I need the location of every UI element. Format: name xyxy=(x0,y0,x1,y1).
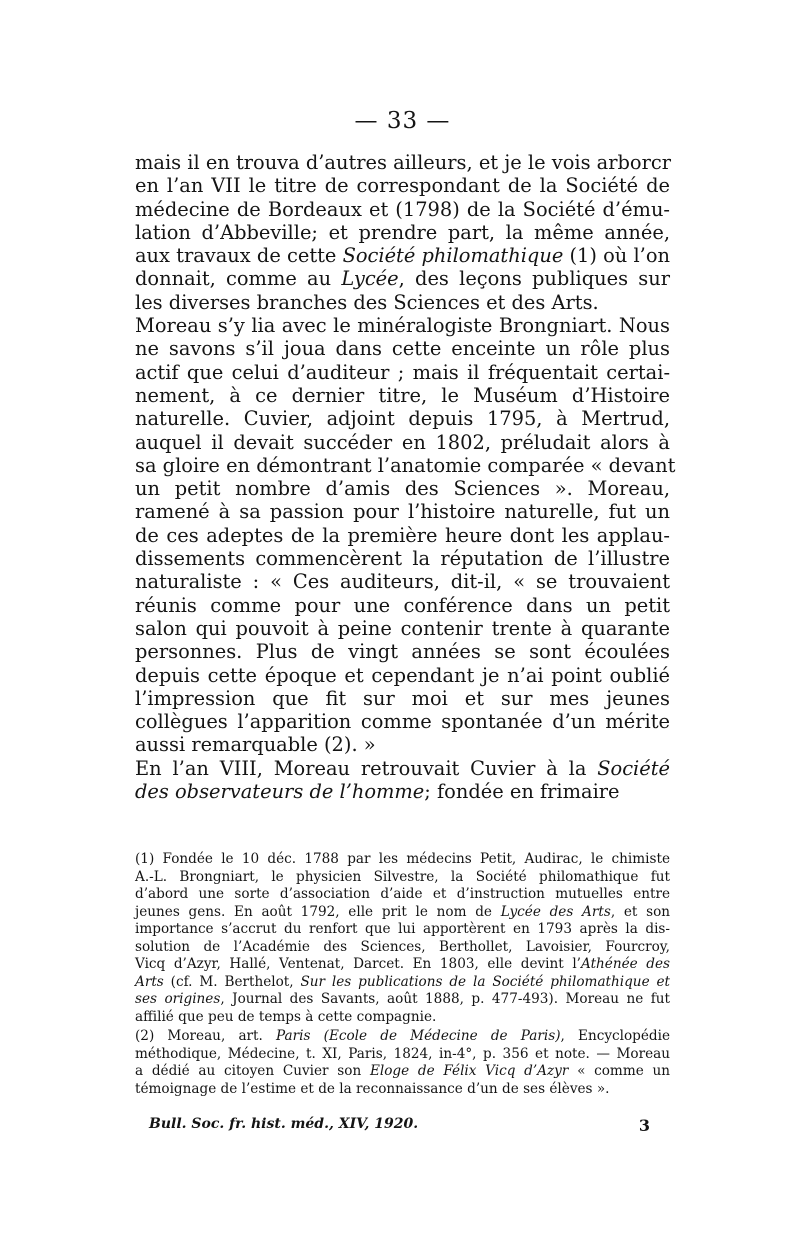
body-line: naturelle. Cuvier, adjoint depuis 1795, à Mertrud, xyxy=(135,407,670,431)
signature-mark: 3 xyxy=(638,1116,650,1135)
body-line: un petit nombre d’amis des Sciences ». Moreau, xyxy=(135,477,670,501)
body-line: nement, à ce dernier titre, le Muséum d’Histoire xyxy=(135,383,670,407)
footnote-2 xyxy=(135,1028,670,1098)
footnote-1-line: importance s’accrut du renfort que lui apportèrent en 1793 après la dis- xyxy=(135,921,670,937)
body-line: l’impression que fit sur moi et sur mes jeunes xyxy=(135,686,670,710)
body-line: ramené à sa passion pour l’histoire naturelle, fut un xyxy=(135,500,670,524)
footnote-1-line: A.-L. Brongniart, le physicien Silvestre, la Société philomathique fut xyxy=(135,868,670,885)
footnote-2-line: (2) Moreau, art. Paris (Ecole de Médecine de Paris), Encyclopédie xyxy=(135,1028,670,1044)
body-line: Moreau s’y lia avec le minéralogiste Brongniart. Nous xyxy=(135,314,670,338)
footnote-1-line: Arts (cf. M. Berthelot, Sur les publications de la Société philomathique et xyxy=(135,973,671,990)
body-line: donnait, comme au Lycée, des leçons publiques sur xyxy=(135,267,670,291)
body-line: En l’an VIII, Moreau retrouvait Cuvier à la Société xyxy=(135,756,670,780)
body-line: mais il en trouva d’autres ailleurs, et je le vois arborcr xyxy=(135,151,671,174)
body-text xyxy=(135,151,676,804)
footnote-1-line: jeunes gens. En août 1792, elle prit le nom de Lycée des Arts, et son xyxy=(135,903,671,920)
body-line: des observateurs de l’homme; fondée en frimaire xyxy=(135,780,620,804)
body-line: dissements commencèrent la réputation de l’illustre xyxy=(135,547,670,571)
body-line: ne savons s’il joua dans cette enceinte un rôle plus xyxy=(135,337,670,361)
body-line: actif que celui d’auditeur ; mais il fréquentait certai- xyxy=(135,360,670,384)
footnote-1-line: (1) Fondée le 10 déc. 1788 par les médecins Petit, Audirac, le chimiste xyxy=(135,851,670,867)
body-line: réunis comme pour une conférence dans un petit xyxy=(135,593,670,617)
body-line: les diverses branches des Sciences et des Arts. xyxy=(135,290,599,314)
body-line: naturaliste : « Ces auditeurs, dit-il, « se trouvaient xyxy=(135,570,670,594)
body-line: personnes. Plus de vingt années se sont écoulées xyxy=(135,640,670,664)
footnote-1-line: ses origines, Journal des Savants, août 1888, p. 477-493). Moreau ne fut xyxy=(135,991,670,1007)
footnote-1 xyxy=(135,851,670,1026)
body-line: salon qui pouvoit à peine contenir trente à quarante xyxy=(135,616,670,640)
footnote-1-line: solution de l’Académie des Sciences, Berthollet, Lavoisier, Fourcroy, xyxy=(135,938,670,955)
body-line: collègues l’apparition comme spontanée d’un mérite xyxy=(135,710,670,734)
footnote-2-line: témoignage de l’estime et de la reconnaissance d’un de ses élèves ». xyxy=(135,1080,610,1097)
footnote-1-line: affilié que peu de temps à cette compagnie. xyxy=(135,1008,437,1025)
body-line: auquel il devait succéder en 1802, préludait alors à xyxy=(135,430,670,454)
footnote-2-line: méthodique, Médecine, t. XI, Paris, 1824, in-4°, p. 356 et note. — Moreau xyxy=(135,1045,670,1062)
body-line: en l’an VII le titre de correspondant de la Société de xyxy=(135,174,670,198)
footnote-1-line: d’abord une sorte d’association d’aide et d’instruction mutuelles entre xyxy=(135,886,670,902)
body-line: aux travaux de cette Société philomathique (1) où l’on xyxy=(135,244,670,268)
body-line: depuis cette époque et cependant je n’ai point oublié xyxy=(135,663,670,687)
journal-reference: Bull. Soc. fr. hist. méd., XIV, 1920. xyxy=(149,1116,419,1132)
body-line: lation d’Abbeville; et prendre part, la même année, xyxy=(135,220,670,244)
body-line: aussi remarquable (2). » xyxy=(135,733,376,757)
body-line: sa gloire en démontrant l’anatomie comparée « devant xyxy=(135,453,676,477)
body-line: médecine de Bordeaux et (1798) de la Société d’ému- xyxy=(135,197,670,221)
footnote-1-line: Vicq d’Azyr, Hallé, Ventenat, Darcet. En 1803, elle devint l’Athénée des xyxy=(135,956,670,972)
footnote-2-line: a dédié au citoyen Cuvier son Eloge de Félix Vicq d’Azyr « comme un xyxy=(135,1063,670,1079)
page-number: — 33 — xyxy=(354,108,451,134)
body-line: de ces adeptes de la première heure dont les applau- xyxy=(135,523,670,547)
